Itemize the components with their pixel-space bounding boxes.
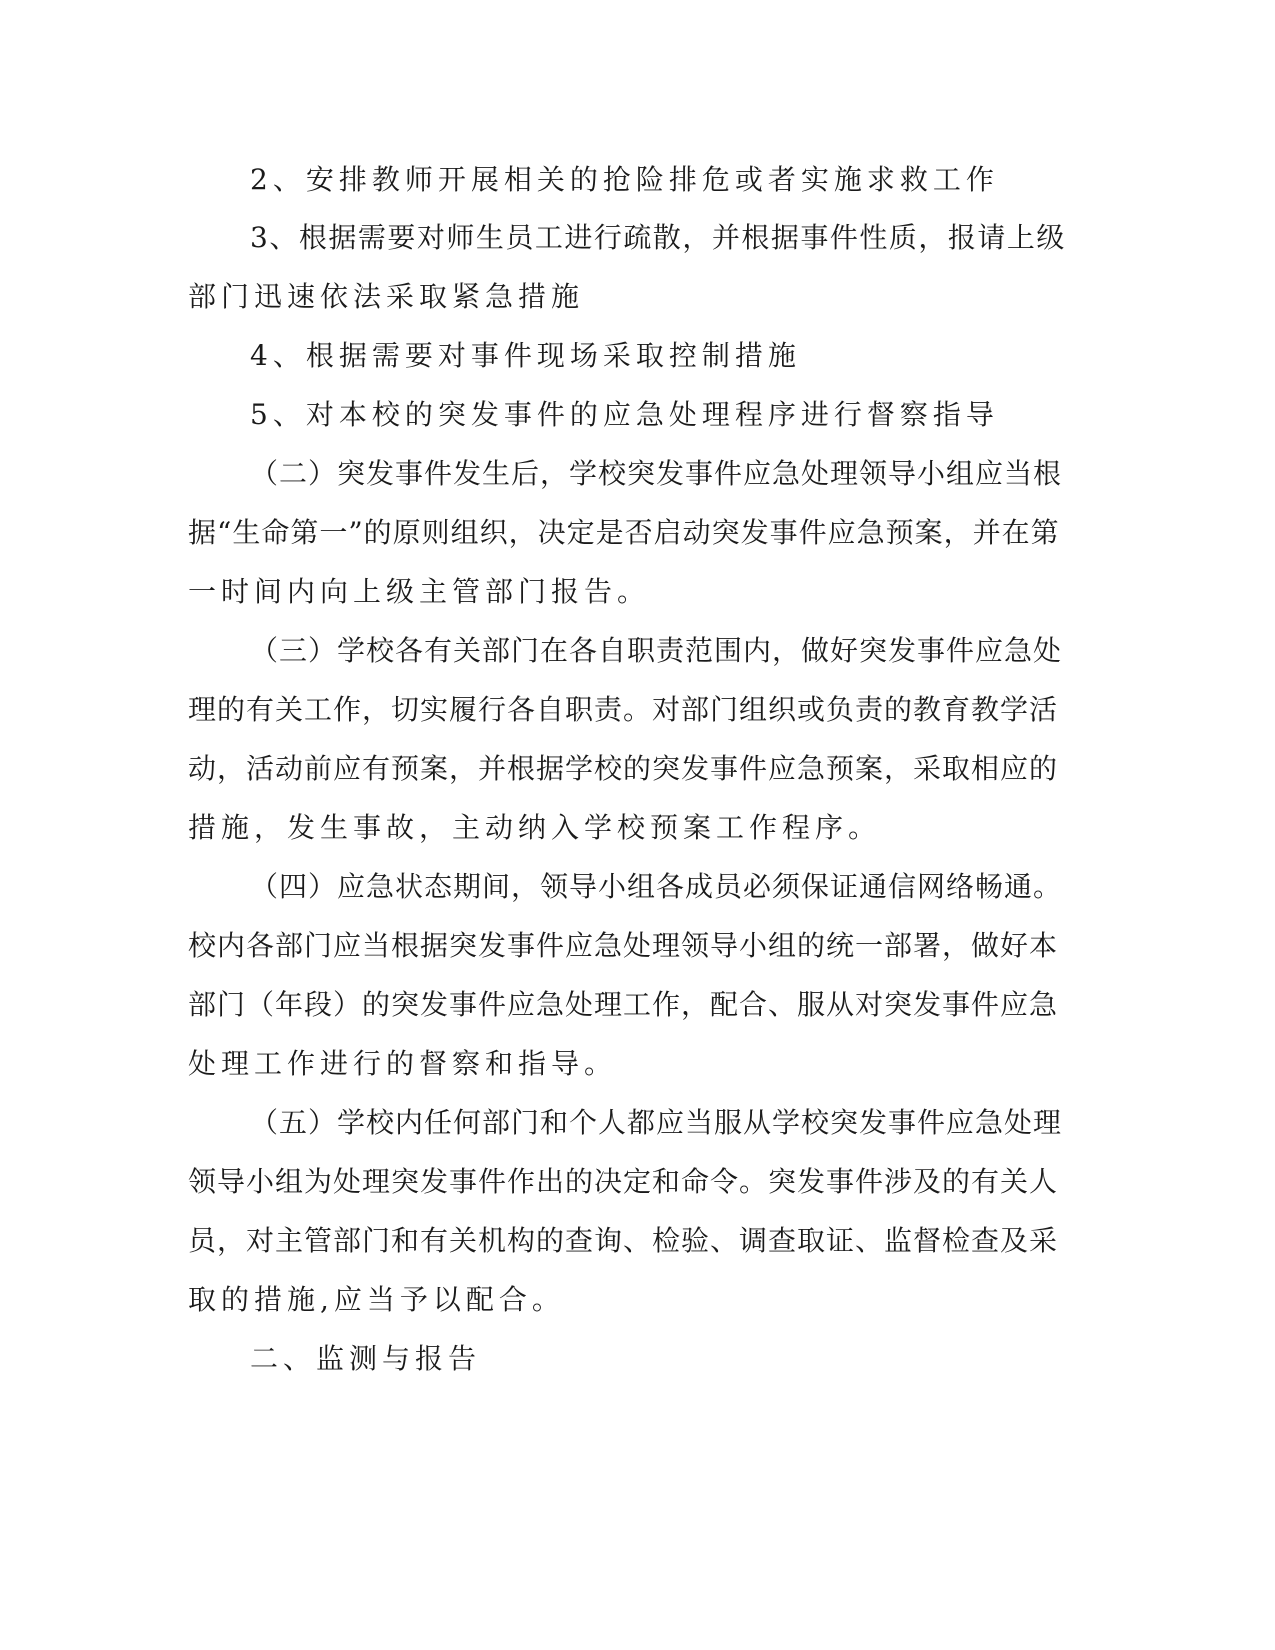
text-line: 一时间内向上级主管部门报告。 xyxy=(188,575,651,608)
text-line: 3、根据需要对师生员工进行疏散，并根据事件性质，报请上级 xyxy=(250,221,1066,254)
text-line: 校内各部门应当根据突发事件应急处理领导小组的统一部署，做好本 xyxy=(188,929,1059,962)
section-heading: 二、监测与报告 xyxy=(250,1342,482,1375)
text-line: 5、对本校的突发事件的应急处理程序进行督察指导 xyxy=(250,398,999,431)
text-line: 取的措施,应当予以配合。 xyxy=(188,1283,565,1316)
text-line: （五）学校内任何部门和个人都应当服从学校突发事件应急处理 xyxy=(250,1106,1063,1139)
text-line: 领导小组为处理突发事件作出的决定和命令。突发事件涉及的有关人 xyxy=(188,1165,1059,1198)
text-line: 措施，发生事故，主动纳入学校预案工作程序。 xyxy=(188,811,882,844)
text-line: 员，对主管部门和有关机构的查询、检验、调查取证、监督检查及采 xyxy=(188,1224,1059,1257)
text-line: （三）学校各有关部门在各自职责范围内，做好突发事件应急处 xyxy=(250,634,1063,667)
text-line: 据“生命第一”的原则组织，决定是否启动突发事件应急预案，并在第 xyxy=(188,516,1060,549)
text-line: 理的有关工作，切实履行各自职责。对部门组织或负责的教育教学活 xyxy=(188,693,1059,726)
text-line: 2、安排教师开展相关的抢险排危或者实施求救工作 xyxy=(250,163,999,196)
text-line: 动，活动前应有预案，并根据学校的突发事件应急预案，采取相应的 xyxy=(188,752,1059,785)
text-line: 4、根据需要对事件现场采取控制措施 xyxy=(250,339,801,372)
text-line: 部门（年段）的突发事件应急处理工作，配合、服从对突发事件应急 xyxy=(188,988,1059,1021)
text-line: （四）应急状态期间，领导小组各成员必须保证通信网络畅通。 xyxy=(250,870,1063,903)
text-line: 处理工作进行的督察和指导。 xyxy=(188,1047,618,1080)
text-line: 部门迅速依法采取紧急措施 xyxy=(188,280,585,313)
text-line: （二）突发事件发生后，学校突发事件应急处理领导小组应当根 xyxy=(250,457,1063,490)
